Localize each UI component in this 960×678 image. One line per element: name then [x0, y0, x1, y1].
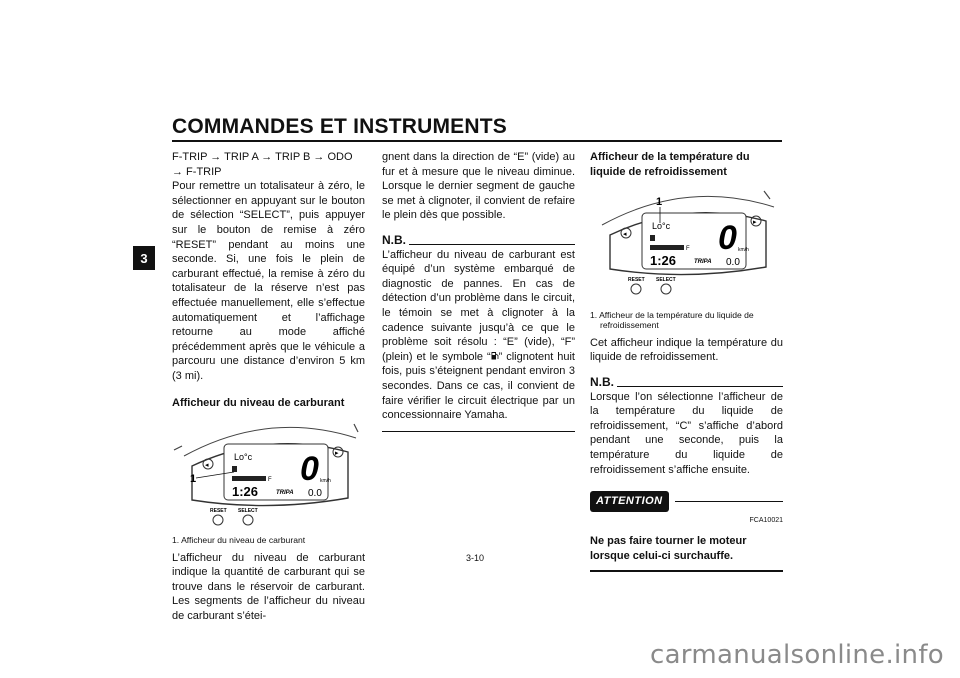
- fuel-gauge-paragraph: L’afficheur du niveau de carburant indique la quantité de carburant qui se trouve dans le réservoir de carburant. Les segments de l’afficheur du niveau de carburant s’étei-: [172, 551, 365, 623]
- attention-code: FCA10021: [749, 516, 783, 524]
- trip-mode-label: TRIPA: [276, 490, 294, 497]
- nb-end-rule: [382, 431, 575, 432]
- nb-label: N.B.: [590, 374, 614, 389]
- coolant-readout: Lo°c: [234, 452, 253, 463]
- turn-right-icon: ▸: [335, 450, 339, 458]
- nb-text-part-2: ” clignotent huit fois, puis s’éteignent pendant environ 3 secondes. Dans ce cas, il convient de faire vérifier le circuit électrique par un concessionnaire Yamaha.: [382, 350, 575, 422]
- turn-left-icon: ◂: [205, 462, 209, 470]
- reset-paragraph: Pour remettre un totalisateur à zéro, le sélectionner en appuyant sur le bouton de sélection “SELECT”, puis appuyer sur le bouton de remise à zéro “RESET” pendant au moins une seconde. Si, une fois le plein de carburant effectué, la remise à zéro du totalisateur de la réserve n’est pas effectuée manuellement, elle s’effectue automatiquement et l’affichage retourne au mode affiché précédemment après que le véhicule a parcouru une distance d’environ 5 km (3 mi).: [172, 180, 365, 382]
- clock-readout: 1:26: [232, 484, 259, 500]
- column-2: [382, 150, 575, 432]
- nb-rule: [409, 244, 575, 245]
- fuel-continued-paragraph: gnent dans la direction de “E” (vide) au fur et à mesure que le niveau diminue. Lorsque le dernier segment de gauche se met à clignoter, il convient de refaire le plein dès que possible.: [382, 151, 575, 222]
- select-label: SELECT: [238, 508, 258, 515]
- speed-readout: 0: [718, 219, 737, 258]
- attention-badge: ATTENTION: [590, 491, 669, 512]
- fuel-full-label: F: [268, 477, 272, 484]
- attention-end-rule: [590, 570, 783, 572]
- fuel-pump-icon: [232, 466, 237, 472]
- coolant-heading: Afficheur de la température du liquide de refroidissement: [590, 151, 750, 178]
- trip-readout: 0.0: [726, 257, 740, 269]
- nb-text: [382, 248, 575, 423]
- reset-button-drawing: [631, 284, 641, 294]
- instrument-cluster-illustration: [590, 185, 783, 301]
- page-number: 3-10: [466, 553, 485, 563]
- fuel-pump-icon: [491, 351, 499, 360]
- reset-button-drawing: [213, 515, 223, 525]
- callout-number: 1: [656, 196, 663, 209]
- nb-header: [382, 233, 575, 248]
- coolant-figure: [590, 185, 783, 306]
- coolant-paragraph: Cet afficheur indique la température du liquide de refroidissement.: [590, 336, 783, 364]
- turn-left-icon: ◂: [623, 231, 627, 239]
- header-rule: [172, 140, 782, 142]
- watermark: carmanualsonline.info: [649, 640, 944, 670]
- nb-text-part-1: L’afficheur du niveau de carburant est équipé d’un système embarqué de diagnostic de pannes. En cas de détection d’un problème dans le circuit, le témoin se met à clignoter à la cadence suivante jusqu’à ce que le problème soit résolu : “E” (vide), “F” (plein) et le symbole “: [382, 248, 575, 363]
- instrument-cluster-illustration: [172, 416, 365, 526]
- nb-label: N.B.: [382, 232, 406, 247]
- fuel-gauge-heading: Afficheur du niveau de carburant: [172, 396, 345, 409]
- fuel-gauge-figure: [172, 416, 365, 531]
- column-1: [172, 150, 365, 624]
- speed-unit: km/h: [320, 478, 331, 485]
- reset-label: RESET: [210, 508, 227, 515]
- trip-mode-label: TRIPA: [694, 259, 712, 266]
- select-button-drawing: [243, 515, 253, 525]
- select-label: SELECT: [656, 277, 676, 284]
- trip-sequence: F-TRIP → TRIP A → TRIP B → ODO → F-TRIP: [172, 151, 353, 178]
- nb-header: [590, 375, 783, 390]
- section-tab: 3: [133, 246, 155, 270]
- fuel-full-label: F: [686, 246, 690, 253]
- clock-readout: 1:26: [650, 253, 677, 269]
- fuel-figure-caption: 1. Afficheur du niveau de carburant: [172, 534, 306, 545]
- fuel-segments: [650, 245, 684, 250]
- callout-number: 1: [190, 473, 197, 486]
- coolant-readout: Lo°c: [652, 221, 671, 232]
- speed-unit: km/h: [738, 247, 749, 254]
- turn-right-icon: ▸: [753, 219, 757, 227]
- column-3: [590, 150, 783, 572]
- fuel-pump-icon: [650, 235, 655, 241]
- attention-text: Ne pas faire tourner le moteur lorsque celui-ci surchauffe.: [590, 535, 747, 562]
- page-title: COMMANDES ET INSTRUMENTS: [172, 115, 507, 138]
- trip-readout: 0.0: [308, 488, 322, 500]
- speed-readout: 0: [300, 450, 319, 489]
- reset-label: RESET: [628, 277, 645, 284]
- nb-text: Lorsque l’on sélectionne l’afficheur de la température du liquide de refroidissement, “C” s’affiche d’abord pendant une seconde, puis la température du liquide de refroidissement s’affiche ensuite.: [590, 390, 783, 476]
- fuel-segments: [232, 476, 266, 481]
- select-button-drawing: [661, 284, 671, 294]
- coolant-figure-caption: 1. Afficheur de la température du liquide de refroidissement: [590, 309, 754, 330]
- nb-rule: [617, 386, 783, 387]
- attention-rule: [675, 501, 783, 502]
- attention-header: [590, 491, 783, 512]
